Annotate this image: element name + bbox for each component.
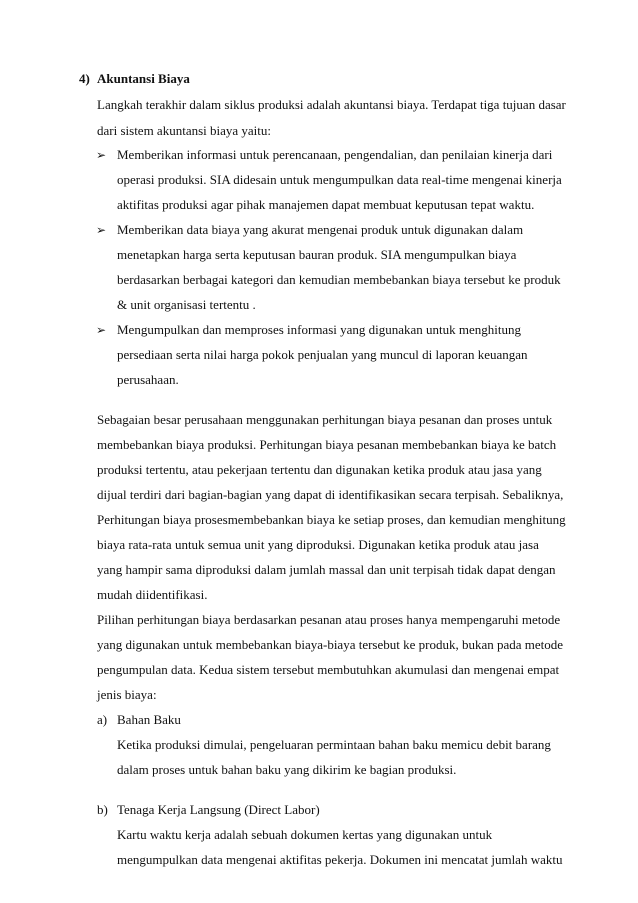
paragraph-line: produksi tertentu, atau pekerjaan tertentu dan digunakan ketika produk atau jasa yang [97,462,542,477]
section-number: 4) [79,71,90,86]
cost-item-title: Bahan Baku [117,712,181,727]
paragraph-line: biaya rata-rata untuk semua unit yang diproduksi. Digunakan ketika produk atau jasa [97,537,539,552]
cost-item-line: mengumpulkan data mengenai aktifitas pekerja. Dokumen ini mencatat jumlah waktu [117,852,563,867]
list-marker: b) [97,802,108,817]
bullet-line: operasi produksi. SIA didesain untuk mengumpulkan data real-time mengenai kinerja [117,172,562,187]
bullet-line: persediaan serta nilai harga pokok penjualan yang muncul di laporan keuangan [117,347,528,362]
intro-line: Langkah terakhir dalam siklus produksi adalah akuntansi biaya. Terdapat tiga tujuan dasar [97,97,566,112]
paragraph-line: jenis biaya: [97,687,157,702]
paragraph-line: membebankan biaya produksi. Perhitungan biaya pesanan membebankan biaya ke batch [97,437,557,452]
bullet-line: menetapkan harga serta keputusan bauran produk. SIA mengumpulkan biaya [117,247,517,262]
paragraph-line: Perhitungan biaya prosesmembebankan biaya ke setiap proses, dan kemudian menghitung [97,512,566,527]
list-marker: a) [97,712,108,727]
paragraph-line: Pilihan perhitungan biaya berdasarkan pesanan atau proses hanya mempengaruhi metode [97,612,561,627]
cost-item-line: Ketika produksi dimulai, pengeluaran permintaan bahan baku memicu debit barang [117,737,551,752]
cost-item-line: dalam proses untuk bahan baku yang dikirim ke bagian produksi. [117,762,457,777]
paragraph-line: Sebagaian besar perusahaan menggunakan perhitungan biaya pesanan dan proses untuk [97,412,553,427]
bullet-line: Memberikan data biaya yang akurat mengenai produk untuk digunakan dalam [117,222,524,237]
arrow-bullet-icon: ➢ [96,148,107,162]
paragraph-line: dijual terdiri dari bagian-bagian yang dapat di identifikasikan secara terpisah. Sebaliknya, [97,487,564,502]
bullet-line: berdasarkan berbagai kategori dan kemudian membebankan biaya tersebut ke produk [117,272,561,287]
arrow-bullet-icon: ➢ [96,223,107,237]
intro-line: dari sistem akuntansi biaya yaitu: [97,123,272,138]
bullet-line: Memberikan informasi untuk perencanaan, pengendalian, dan penilaian kinerja dari [117,147,553,162]
cost-item-line: Kartu waktu kerja adalah sebuah dokumen kertas yang digunakan untuk [117,827,493,842]
bullet-line: aktifitas produksi agar pihak manajemen dapat membuat keputusan tepat waktu. [117,197,535,212]
paragraph-line: pengumpulan data. Kedua sistem tersebut membutuhkan akumulasi dan mengenai empat [97,662,560,677]
bullet-line: perusahaan. [117,372,179,387]
bullet-line: & unit organisasi tertentu . [117,297,256,312]
section-title: Akuntansi Biaya [97,71,190,86]
paragraph-line: mudah diidentifikasi. [97,587,208,602]
bullet-line: Mengumpulkan dan memproses informasi yang digunakan untuk menghitung [117,322,522,337]
cost-item-title: Tenaga Kerja Langsung (Direct Labor) [117,802,320,817]
paragraph-line: yang digunakan untuk membebankan biaya-biaya tersebut ke produk, bukan pada metode [97,637,564,652]
paragraph-line: yang hampir sama diproduksi dalam jumlah massal dan unit terpisah tidak dapat dengan [97,562,556,577]
arrow-bullet-icon: ➢ [96,323,107,337]
